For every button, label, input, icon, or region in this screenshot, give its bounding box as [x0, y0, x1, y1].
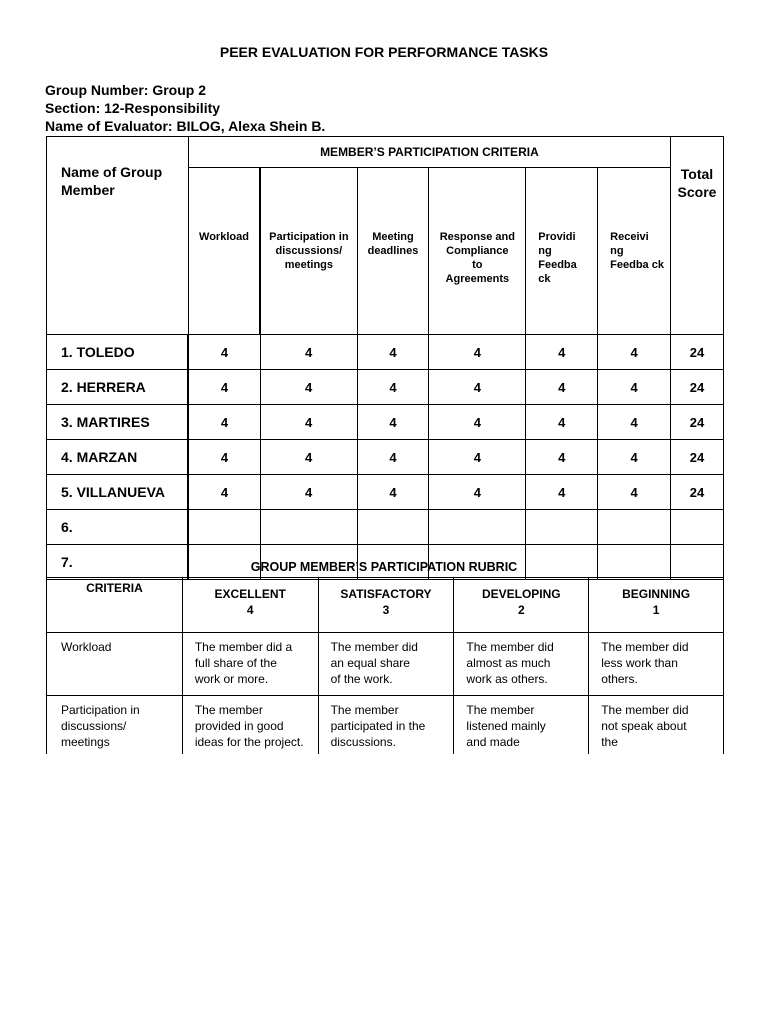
rubric-criteria-line: meetings — [61, 735, 110, 749]
member-name: 2. HERRERA — [47, 370, 189, 405]
column-header-line: Providi — [538, 231, 576, 243]
score-cell: 4 — [429, 405, 526, 440]
score-cell: 4 — [598, 475, 671, 510]
rubric-description-line: and made — [466, 735, 520, 749]
score-cell: 4 — [526, 335, 598, 370]
score-cell: 4 — [598, 440, 671, 475]
rubric-description-line: The member — [194, 703, 263, 717]
rubric-description-cell — [182, 696, 318, 755]
table-row — [47, 405, 724, 440]
score-cell: 4 — [526, 475, 598, 510]
column-header-line: Compliance — [446, 245, 509, 257]
rubric-header-level — [454, 578, 589, 633]
column-header-line: Receivi — [610, 231, 649, 243]
total-score-cell: 24 — [671, 475, 724, 510]
total-score-header — [671, 137, 724, 335]
rubric-criteria-cell — [47, 696, 183, 755]
score-cell: 4 — [260, 475, 357, 510]
score-cell — [598, 510, 671, 545]
name-column-header — [47, 137, 189, 335]
rubric-description-line: The member did a — [194, 640, 293, 654]
total-score-cell — [671, 510, 724, 545]
rubric-description-line: the — [601, 735, 618, 749]
score-cell: 4 — [598, 335, 671, 370]
table-row — [47, 440, 724, 475]
rubric-description-line: of the work. — [330, 672, 393, 686]
rubric-description-cell — [454, 696, 589, 755]
rubric-description-line: participated in the — [330, 719, 426, 733]
rubric-title: GROUP MEMBER’S PARTICIPATION RUBRIC — [250, 560, 518, 574]
page-title: PEER EVALUATION FOR PERFORMANCE TASKS — [219, 44, 549, 60]
rubric-criteria-line: Participation in — [61, 703, 140, 717]
score-cell: 4 — [526, 370, 598, 405]
criteria-column-header — [598, 168, 671, 335]
column-header-line: Agreements — [445, 273, 510, 285]
rubric-description-cell — [454, 633, 589, 696]
name-header-line: Name of Group — [61, 164, 163, 180]
rubric-description-line: less work than — [601, 656, 678, 670]
rubric-description-line: provided in good — [194, 719, 284, 733]
rubric-description-cell — [182, 633, 318, 696]
column-header-line: ng — [538, 245, 552, 257]
score-cell — [526, 510, 598, 545]
score-cell: 4 — [260, 405, 357, 440]
section: Section: 12-Responsibility — [45, 100, 221, 116]
rubric-description-cell — [589, 633, 724, 696]
score-cell: 4 — [357, 335, 429, 370]
column-header-line: Feedba ck — [610, 259, 664, 271]
rubric-header-label: SATISFACTORY — [340, 587, 432, 601]
rubric-description-line: not speak about — [601, 719, 687, 733]
criteria-column-header — [429, 168, 526, 335]
rubric-table — [46, 577, 724, 754]
criteria-column-header — [357, 168, 429, 335]
evaluation-table — [46, 136, 724, 580]
member-name: 7. — [47, 545, 189, 580]
rubric-description-line: The member did — [466, 640, 554, 654]
score-cell: 4 — [526, 405, 598, 440]
score-cell — [429, 510, 526, 545]
rubric-description-line: The member did — [330, 640, 418, 654]
score-cell — [188, 510, 260, 545]
rubric-criteria-cell — [47, 633, 183, 696]
score-cell: 4 — [429, 335, 526, 370]
rubric-description-line: an equal share — [330, 656, 410, 670]
score-cell: 4 — [188, 440, 260, 475]
score-cell — [260, 510, 357, 545]
member-name: 1. TOLEDO — [47, 335, 189, 370]
score-cell: 4 — [357, 475, 429, 510]
table-row — [47, 510, 724, 545]
total-score-cell: 24 — [671, 440, 724, 475]
document-meta — [45, 81, 325, 135]
criteria-column-header — [526, 168, 598, 335]
score-cell — [357, 510, 429, 545]
rubric-header-score: 4 — [246, 603, 254, 617]
score-cell: 4 — [188, 475, 260, 510]
column-header-line: Workload — [199, 231, 249, 243]
rubric-description-line: ideas for the project. — [194, 735, 304, 749]
total-score-cell: 24 — [671, 335, 724, 370]
rubric-header-score: 3 — [382, 603, 390, 617]
column-header-line: discussions/ — [275, 245, 343, 257]
column-header-line: Participation in — [269, 231, 349, 243]
criteria-column-header — [260, 168, 357, 335]
rubric-header-score: 2 — [517, 603, 525, 617]
column-header-line: Response and — [439, 231, 515, 243]
total-score-cell: 24 — [671, 370, 724, 405]
group-number: Group Number: Group 2 — [45, 82, 206, 98]
member-name: 5. VILLANUEVA — [47, 475, 189, 510]
rubric-header-level — [182, 578, 318, 633]
rubric-description-line: The member did — [601, 640, 689, 654]
total-header-line: Score — [677, 184, 717, 200]
rubric-header-level — [318, 578, 454, 633]
rubric-header-label: EXCELLENT — [214, 587, 286, 601]
rubric-criteria-line: discussions/ — [61, 719, 127, 733]
rubric-header-label: CRITERIA — [86, 581, 143, 595]
rubric-description-line: almost as much — [466, 656, 551, 670]
score-cell: 4 — [260, 440, 357, 475]
score-cell: 4 — [188, 405, 260, 440]
rubric-description-line: work or more. — [194, 672, 269, 686]
criteria-header: MEMBER’S PARTICIPATION CRITERIA — [188, 137, 670, 168]
rubric-description-line: full share of the — [194, 656, 277, 670]
rubric-description-line: listened mainly — [466, 719, 546, 733]
score-cell: 4 — [188, 370, 260, 405]
score-cell: 4 — [357, 405, 429, 440]
column-header-line: meetings — [284, 259, 333, 271]
column-header-line: ng — [610, 245, 624, 257]
column-header-line: ck — [538, 273, 551, 285]
total-header-line: Total — [680, 166, 714, 182]
rubric-description-cell — [318, 696, 454, 755]
rubric-description-line: discussions. — [330, 735, 396, 749]
table-row — [47, 475, 724, 510]
column-header-line: Feedba — [538, 259, 577, 271]
score-cell: 4 — [357, 370, 429, 405]
score-cell: 4 — [260, 370, 357, 405]
rubric-header-criteria — [47, 578, 183, 633]
rubric-description-line: work as others. — [466, 672, 548, 686]
score-cell: 4 — [429, 440, 526, 475]
score-cell: 4 — [526, 440, 598, 475]
criteria-column-header — [188, 168, 260, 335]
rubric-row — [47, 633, 724, 696]
rubric-description-cell — [589, 696, 724, 755]
rubric-row — [47, 696, 724, 755]
member-name: 4. MARZAN — [47, 440, 189, 475]
score-cell: 4 — [260, 335, 357, 370]
member-name: 3. MARTIRES — [47, 405, 189, 440]
score-cell: 4 — [598, 370, 671, 405]
score-cell: 4 — [188, 335, 260, 370]
total-score-cell: 24 — [671, 405, 724, 440]
rubric-header-score: 1 — [652, 603, 660, 617]
rubric-header-level — [589, 578, 724, 633]
column-header-line: to — [472, 259, 483, 271]
score-cell: 4 — [357, 440, 429, 475]
column-header-line: deadlines — [367, 245, 419, 257]
table-row — [47, 335, 724, 370]
score-cell: 4 — [598, 405, 671, 440]
rubric-header-label: BEGINNING — [622, 587, 691, 601]
score-cell: 4 — [429, 475, 526, 510]
rubric-criteria-line: Workload — [61, 640, 112, 654]
name-header-line: Member — [61, 182, 115, 198]
rubric-description-line: The member — [330, 703, 399, 717]
rubric-header-label: DEVELOPING — [481, 587, 561, 601]
evaluator-name: Name of Evaluator: BILOG, Alexa Shein B. — [45, 118, 326, 134]
score-cell: 4 — [429, 370, 526, 405]
rubric-description-line: The member did — [601, 703, 689, 717]
column-header-line: Meeting — [372, 231, 414, 243]
rubric-description-line: others. — [601, 672, 638, 686]
member-name: 6. — [47, 510, 189, 545]
table-row — [47, 370, 724, 405]
rubric-description-cell — [318, 633, 454, 696]
rubric-description-line: The member — [466, 703, 535, 717]
